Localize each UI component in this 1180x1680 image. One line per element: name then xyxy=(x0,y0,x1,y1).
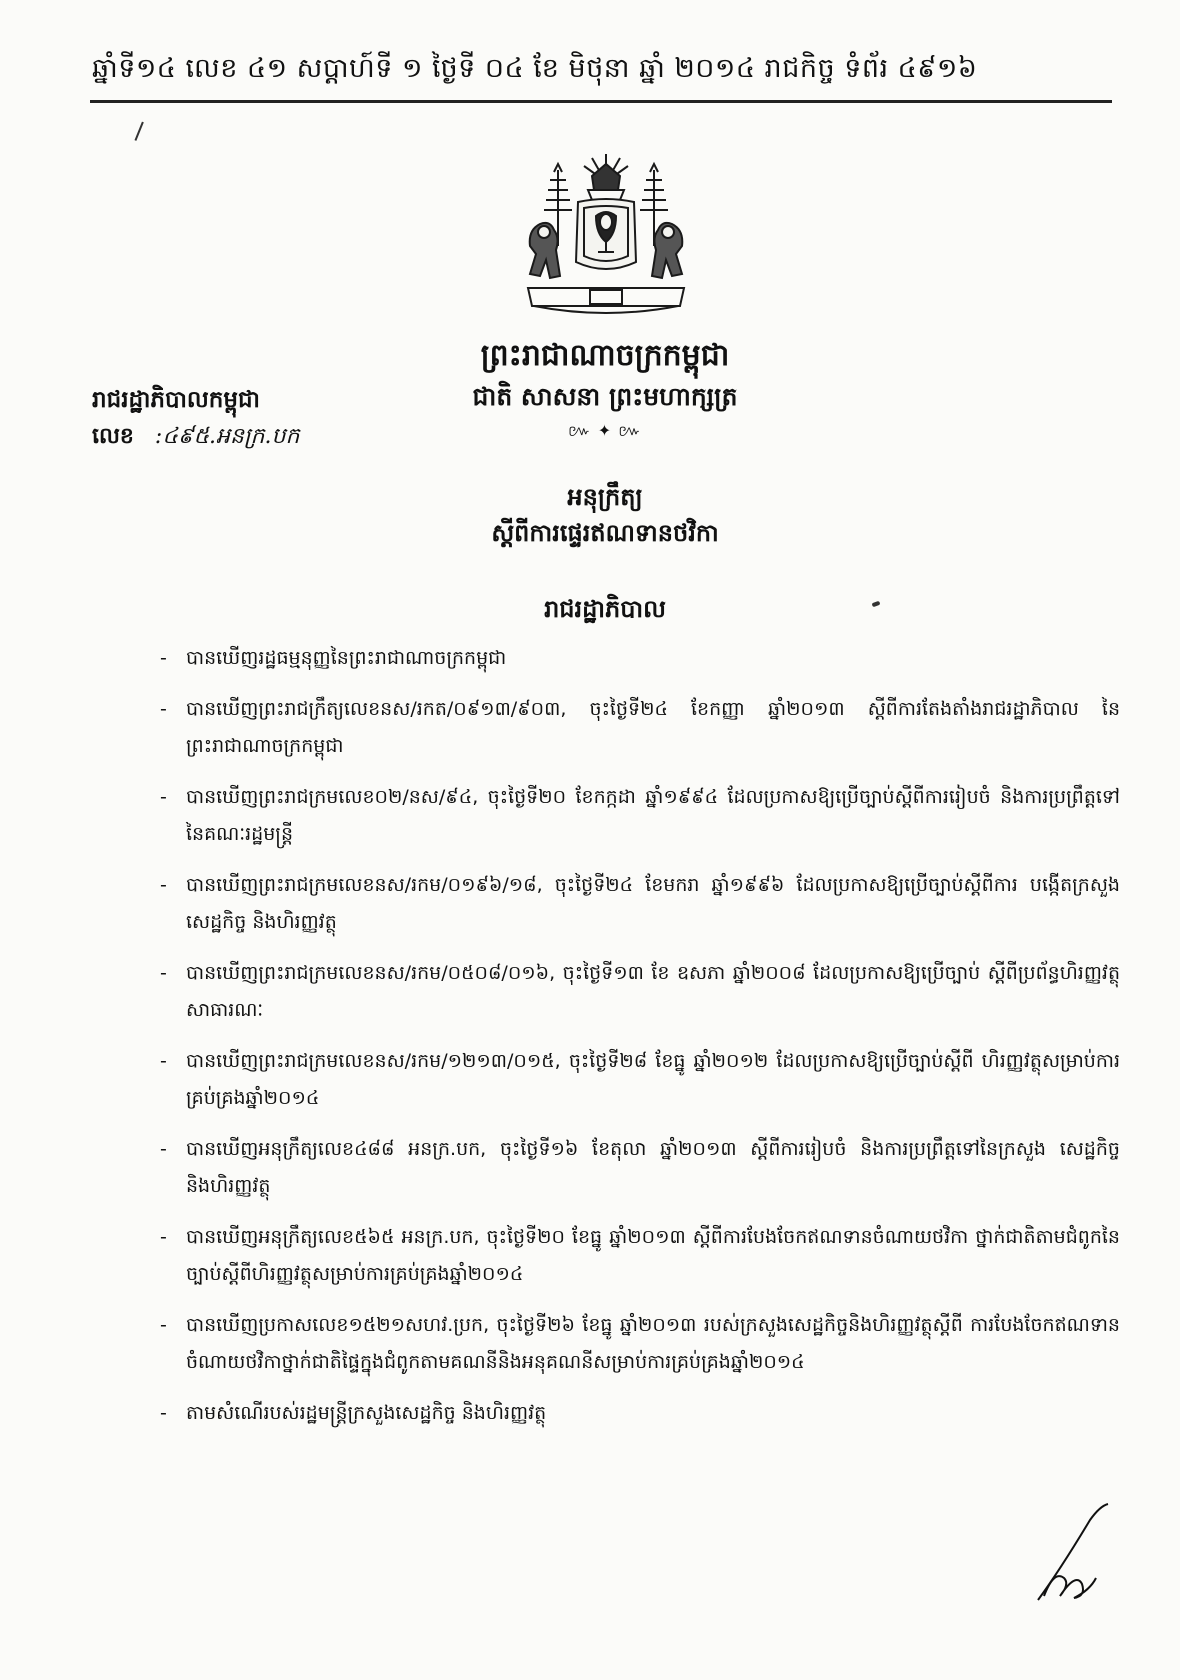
handwritten-initial-signature xyxy=(1030,1500,1120,1610)
list-item: - បានឃើញព្រះរាជក្រមលេខ០២/នស/៩៤, ចុះថ្ងៃទី២០ ខែកក្កដា ឆ្នាំ១៩៩៤ ដែលប្រកាសឱ្យប្រើច្បាប់ស្តីពីការរៀបចំ និងការប្រព្រឹត្តទៅនៃគណៈរដ្ឋមន្ត្រី xyxy=(160,786,1120,845)
left-lion-icon xyxy=(530,223,560,278)
royal-coat-of-arms-emblem xyxy=(520,150,692,324)
issuing-government: រាជរដ្ឋាភិបាលកម្ពុជា xyxy=(92,386,260,413)
kingdom-title: ព្រះរាជាណាចក្រកម្ពុជា xyxy=(480,338,730,373)
list-item: - បានឃើញអនុក្រឹត្យលេខ៥៦៥ អនក្រ.បក, ចុះថ្ងៃទី២០ ខែធ្នូ ឆ្នាំ២០១៣ ស្តីពីការបែងចែកឥណទានចំណាយថវិកា ថ្នាក់ជាតិតាមជំពូកនៃច្បាប់ស្តីពីហិរញ្ញវត្ថុសម្រាប់ការគ្រប់គ្រងឆ្នាំ២០១៤ xyxy=(160,1226,1120,1285)
list-item: - បានឃើញព្រះរាជក្រឹត្យលេខនស/រកត/០៩១៣/៩០៣, ចុះថ្ងៃទី២៤ ខែកញ្ញា ឆ្នាំ២០១៣ ស្តីពីការតែងតាំងរាជរដ្ឋាភិបាល នៃព្រះរាជាណាចក្រកម្ពុជា xyxy=(160,698,1120,757)
header-rule xyxy=(90,100,1112,103)
list-item: - បានឃើញព្រះរាជក្រមលេខនស/រកម/០៥០៨/០១៦, ចុះថ្ងៃទី១៣ ខែ ឧសភា ឆ្នាំ២០០៨ ដែលប្រកាសឱ្យប្រើច្បាប់ ស្តីពីប្រព័ន្ធហិរញ្ញវត្ថុសាធារណៈ xyxy=(160,962,1120,1021)
ornamental-divider: ៚ ✦ ៚ xyxy=(568,421,642,440)
list-item: - បានឃើញអនុក្រឹត្យលេខ៤៨៨ អនក្រ.បក, ចុះថ្ងៃទី១៦ ខែតុលា ឆ្នាំ២០១៣ ស្តីពីការរៀបចំ និងការប្រព្រឹត្តទៅនៃក្រសួង សេដ្ឋកិច្ច និងហិរញ្ញវត្ថុ xyxy=(160,1138,1120,1197)
list-item: - បានឃើញប្រកាសលេខ១៥២១សហវ.ប្រក, ចុះថ្ងៃទី២៦ ខែធ្នូ ឆ្នាំ២០១៣ របស់ក្រសួងសេដ្ឋកិច្ចនិងហិរញ្ញវត្ថុស្តីពី ការបែងចែកឥណទានចំណាយថវិកាថ្នាក់ជាតិផ្ទៃក្នុងជំពូកតាមគណនីនិងអនុគណនីសម្រាប់ការគ្រប់គ្រងឆ្នាំ២០១៤ xyxy=(160,1314,1120,1373)
right-lion-icon xyxy=(652,223,682,278)
reference-number: :៤៩៥.អនក្រ.បក xyxy=(154,424,300,449)
gazette-header: ឆ្នាំទី១៤ លេខ ៤១ សប្តាហ៍ទី ១ ថ្ងៃទី ០៤ ខែ មិថុនា ឆ្នាំ ២០១៤ រាជកិច្ច ទំព័រ ៤៩១៦ xyxy=(92,53,978,84)
list-item: - បានឃើញរដ្ឋធម្មនុញ្ញនៃព្រះរាជាណាចក្រកម្ពុជា xyxy=(160,647,507,669)
document-subject: ស្តីពីការផ្ទេរឥណទានថវិកា xyxy=(491,518,719,547)
document-type: អនុក្រឹត្យ xyxy=(567,482,643,511)
issuer-heading: រាជរដ្ឋាភិបាល xyxy=(544,594,666,623)
stray-ink-mark xyxy=(872,601,881,607)
national-motto: ជាតិ សាសនា ព្រះមហាក្សត្រ xyxy=(472,382,738,411)
reference-label: លេខ xyxy=(92,423,134,449)
stray-pen-mark xyxy=(134,122,147,143)
list-item: - តាមសំណើរបស់រដ្ឋមន្ត្រីក្រសួងសេដ្ឋកិច្ច និងហិរញ្ញវត្ថុ xyxy=(160,1402,547,1424)
reference-number-line xyxy=(92,422,299,454)
list-item: - បានឃើញព្រះរាជក្រមលេខនស/រកម/០១៩៦/១៨, ចុះថ្ងៃទី២៤ ខែមករា ឆ្នាំ១៩៩៦ ដែលប្រកាសឱ្យប្រើច្បាប់ស្តីពីការ បង្កើតក្រសួងសេដ្ឋកិច្ច និងហិរញ្ញវត្ថុ xyxy=(160,874,1120,933)
list-item: - បានឃើញព្រះរាជក្រមលេខនស/រកម/១២១៣/០១៥, ចុះថ្ងៃទី២៨ ខែធ្នូ ឆ្នាំ២០១២ ដែលប្រកាសឱ្យប្រើច្បាប់ស្តីពី ហិរញ្ញវត្ថុសម្រាប់ការគ្រប់គ្រងឆ្នាំ២០១៤ xyxy=(160,1050,1120,1109)
considerations-list xyxy=(160,640,1120,1446)
